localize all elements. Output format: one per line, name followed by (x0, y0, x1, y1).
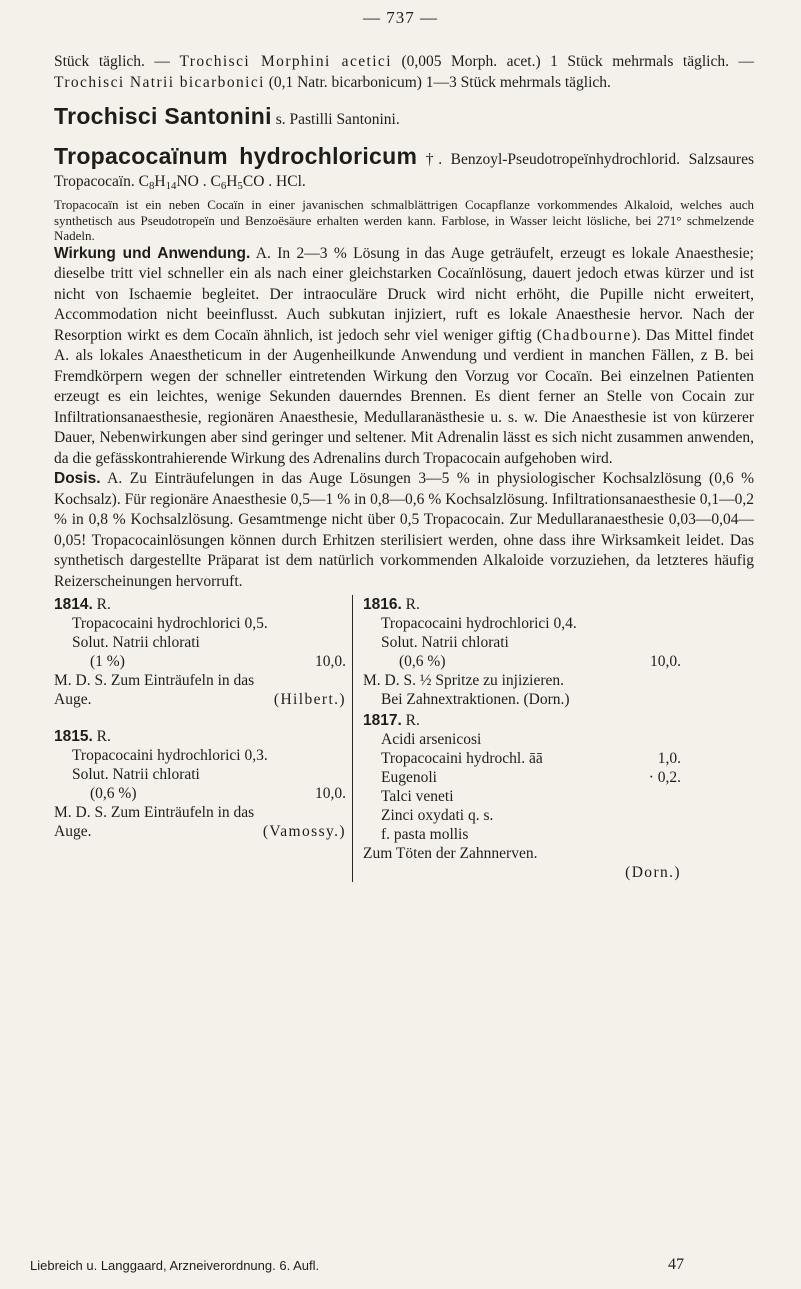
tropacocain-entry (54, 145, 754, 197)
recipe-amount: 10,0. (315, 653, 346, 670)
recipe-signa: M. D. S. Zum Einträufeln in das (54, 804, 255, 821)
intro-text-1: Stück täglich. — (54, 53, 180, 70)
recipe-line: Zinci oxydati q. s. (381, 807, 494, 824)
formula-subscript: 14 (165, 180, 177, 192)
recipe-line: Tropacocaini hydrochlorici 0,3. (72, 747, 268, 764)
recipe-number: 1815. (54, 728, 93, 745)
synonyms-text: Benzoyl-Pseudotropeïnhydrochlorid. Salzsaures Tropacocaïn. C (54, 151, 755, 190)
trochisci-morphini-name: Trochisci Morphini acetici (179, 53, 392, 70)
formula-subscript: 6 (220, 180, 227, 192)
recipe-signa: Zum Töten der Zahnnerven. (363, 845, 538, 862)
formula-part: CO . HCl. (242, 173, 306, 190)
trochisci-natrii-name: Trochisci Natrii bicarbonici (54, 73, 265, 91)
recipe-line: Solut. Natrii chlorati (72, 634, 200, 651)
recipe-ingredient: (0,6 %) (399, 653, 446, 670)
formula-subscript: 5 (237, 180, 243, 192)
formula-part: H (226, 173, 238, 190)
wirkung-text-1: A. In 2—3 % Lösung in das Auge geträufelt, erzeugt es lokale Anaesthesie; dieselbe tritt viel schneller ein als nach einer gleichstarken Cocaïnlösung, dauert jedoch etwas kürzer und ist nicht von Ischaemie begleitet. Der intraoculäre Druck wird nicht erhöht, die Pupille nicht erweitert, Accommodation nicht beeinflusst. Auch subkutan injiziert, ruft es lokale Anaesthesie hervor. Nach der Resorption wirkt es dem Cocaïn ähnlich, ist jedoch sehr viel weniger giftig ( (54, 244, 754, 344)
recipe-r: R. (401, 596, 420, 613)
recipe-line: f. pasta mollis (381, 826, 469, 843)
intro-text-2: (0,005 Morph. acet.) 1 Stück mehrmals täglich. — (391, 53, 754, 70)
santonini-crossref: s. Pastilli Santonini. (271, 111, 400, 128)
recipe-ingredient: (0,6 %) (90, 785, 137, 802)
recipe-r: R. (92, 728, 111, 745)
recipe-author: (Vamossy.) (262, 823, 346, 840)
formula-part: H (154, 173, 166, 190)
recipe-line: Solut. Natrii chlorati (381, 634, 509, 651)
recipe-author: (Hilbert.) (273, 691, 346, 708)
recipe-line (54, 784, 346, 803)
recipe-column-right (352, 595, 681, 882)
footer-page-number: 47 (668, 1256, 684, 1273)
recipe-ingredient: Eugenoli (381, 769, 437, 786)
wirkung-label: Wirkung und Anwendung. (54, 244, 251, 262)
recipe-columns (54, 595, 754, 882)
recipe-amount: 10,0. (650, 653, 681, 670)
recipe-line: Acidi arsenicosi (381, 731, 482, 748)
recipe-r: R. (92, 596, 111, 613)
poison-mark: †. (417, 151, 443, 168)
recipe-ingredient: Tropacocaini hydrochl. āā (381, 750, 543, 767)
page-footer: Liebreich u. Langgaard, Arzneiverordnung. 6. Aufl. (30, 1258, 320, 1273)
recipe-line (54, 822, 346, 841)
recipe-line: Solut. Natrii chlorati (72, 766, 200, 783)
formula-part: NO . C (176, 173, 221, 190)
recipe-line (363, 652, 681, 671)
dosis-label: Dosis. (54, 470, 101, 487)
santonini-entry (54, 103, 754, 133)
page-body (54, 52, 754, 882)
recipe-line: Tropacocaini hydrochlorici 0,5. (72, 615, 268, 632)
recipe-line (54, 690, 346, 709)
recipe-line (54, 652, 346, 671)
recipe-line: Talci veneti (381, 788, 454, 805)
recipe-column-left (54, 595, 352, 882)
recipe-1815 (54, 727, 346, 841)
recipe-line: Bei Zahnextraktionen. (Dorn.) (381, 691, 570, 708)
recipe-text: Auge. (54, 691, 92, 708)
recipe-author: (Dorn.) (625, 864, 681, 881)
recipe-ingredient: (1 %) (90, 653, 125, 670)
author-chadbourne: Chadbourne (541, 326, 632, 344)
dosis-paragraph (54, 469, 754, 592)
recipe-signa: M. D. S. Zum Einträufeln in das (54, 672, 255, 689)
recipe-text: Auge. (54, 823, 92, 840)
recipe-1814 (54, 595, 346, 709)
wirkung-text-2: ). Das Mittel findet A. als lokales Anaestheticum in der Augenheilkunde Anwendung und verdient in manchen Fällen, z B. bei Fremdkörpern wegen der schneller eintretenden Wirkung den Vorzug vor Cocaïn. Bei einzelnen Patienten erzeugt es ein leichtes, wenige Sekunden dauerndes Brennen. Es dient ferner an Stelle von Cocain zur Infiltrationsanaesthesie, regionären Anaesthesie, Medullaranästhesie u. s. w. Die Anaesthesie ist von kürzerer Dauer, Nebenwirkungen aber sind geringer und seltener. Mit Adrenalin lässt es sich nicht zusammen anwenden, da die gefässkontrahierende Wirkung des Adrenalins durch Tropacocain aufgehoben wird. (54, 326, 754, 467)
intro-paragraph (54, 52, 754, 93)
formula-subscript: 8 (149, 180, 155, 192)
dosis-text: A. Zu Einträufelungen in das Auge Lösungen 3—5 % in physiologischer Kochsalzlösung (0,6 % Kochsalz). Für regionäre Anaesthesie 0,5—1 % in 0,8—0,6 % Kochsalzlösung. Infiltrationsanaesthesie 0,1—0,2 % in 0,8 % Kochsalzlösung. Gesamtmenge nicht über 0,5 Tropacocain. Zur Medullaranaesthesie 0,03—0,04—0,05! Tropacocainlösungen können durch Erhitzen sterilisiert werden, ohne dass ihre Wirksamkeit leidet. Das synthetisch dargestellte Präparat ist dem natürlich vorkommenden Alkaloide vorzuziehen, da letzteres häufig Reizerscheinungen hervorruft. (54, 470, 754, 590)
recipe-amount: 10,0. (315, 785, 346, 802)
recipe-amount: 1,0. (657, 750, 681, 767)
recipe-number: 1814. (54, 596, 93, 613)
recipe-1817 (363, 711, 681, 882)
recipe-number: 1816. (363, 596, 402, 613)
recipe-line (363, 768, 681, 787)
tropacocain-description: Tropacocaïn ist ein neben Cocaïn in einer javanischen schmalblättrigen Cocapflanze vorkommendes Alkaloid, welches auch synthetisch aus Pseudotropeïn und Benzoësäure erhalten werden kann. Farblose, in Wasser leicht lösliche, bei 271° schmelzende Nadeln. (54, 197, 754, 243)
tropacocain-heading: Tropacocaïnum hydrochloricum (54, 143, 418, 169)
recipe-1816 (363, 595, 681, 709)
recipe-amount: · 0,2. (648, 769, 681, 786)
recipe-line: Tropacocaini hydrochlorici 0,4. (381, 615, 577, 632)
recipe-number: 1817. (363, 712, 402, 729)
recipe-r: R. (401, 712, 420, 729)
santonini-heading: Trochisci Santonini (54, 103, 272, 129)
recipe-line (363, 749, 681, 768)
page-number: — 737 — (363, 8, 438, 27)
wirkung-paragraph (54, 244, 754, 470)
intro-text-3: (0,1 Natr. bicarbonicum) 1—3 Stück mehrmals täglich. (264, 73, 611, 91)
recipe-signa: M. D. S. ½ Spritze zu injizieren. (363, 672, 565, 689)
